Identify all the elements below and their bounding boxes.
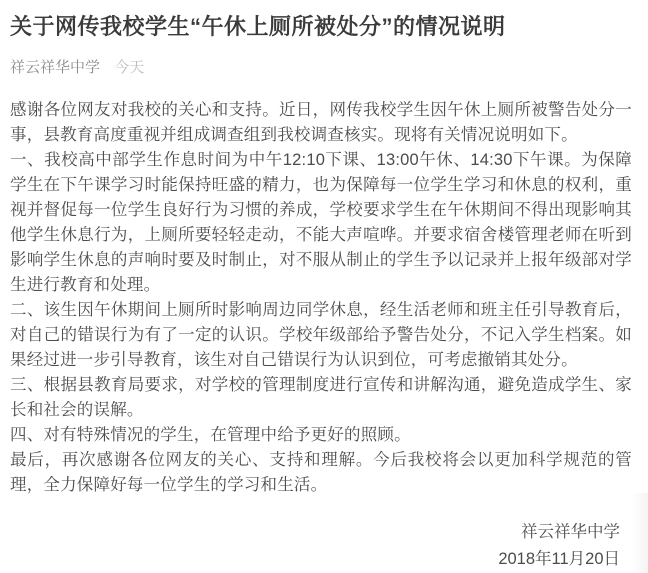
article-paragraph: 三、根据县教育局要求，对学校的管理制度进行宣传和讲解沟通，避免造成学生、家长和社会的误解。 (10, 375, 632, 419)
account-name-link[interactable]: 祥云祥华中学 (10, 58, 101, 76)
page-edge-shade (632, 493, 648, 573)
signature-name: 祥云祥华中学 (521, 522, 620, 541)
byline (10, 59, 632, 77)
publish-date: 今天 (114, 58, 145, 76)
article-title: 关于网传我校学生“午休上厕所被处分”的情况说明 (10, 14, 506, 39)
article-paragraph: 感谢各位网友对我校的关心和支持。近日，网传我校学生因午休上厕所被警告处分一事，县教育高度重视并组成调查组到我校调查核实。现将有关情况说明如下。 (10, 100, 632, 144)
signature-date: 2018年11月20日 (498, 549, 620, 568)
article-paragraph: 最后，再次感谢各位网友的关心、支持和理解。今后我校将会以更加科学规范的管理，全力保障好每一位学生的学习和生活。 (10, 450, 632, 494)
article-body (10, 98, 632, 498)
article-paragraph: 一、我校高中部学生作息时间为中午12:10下课、13:00午休、14:30下午课。为保障学生在下午课学习时能保持旺盛的精力，也为保障每一位学生学习和休息的权利，重视并督促每一位学生良好行为习惯的养成，学校要求学生在午休期间不得出现影响其他学生休息行为，上厕所要轻轻走动，不能大声喧哗。并要求宿舍楼管理老师在听到影响学生休息的声响时要及时制止，对不服从制止的学生予以记录并上报年级部对学生进行教育和处理。 (10, 150, 632, 294)
article-paragraph: 四、对有特殊情况的学生，在管理中给予更好的照顾。 (10, 425, 411, 444)
signature-block (10, 519, 632, 573)
article-paragraph: 二、该生因午休期间上厕所时影响周边同学休息，经生活老师和班主任引导教育后，对自己的错误行为有了一定的认识。学校年级部给予警告处分，不记入学生档案。如果经过进一步引导教育，该生对自己错误行为认识到位，可考虑撤销其处分。 (10, 300, 632, 369)
